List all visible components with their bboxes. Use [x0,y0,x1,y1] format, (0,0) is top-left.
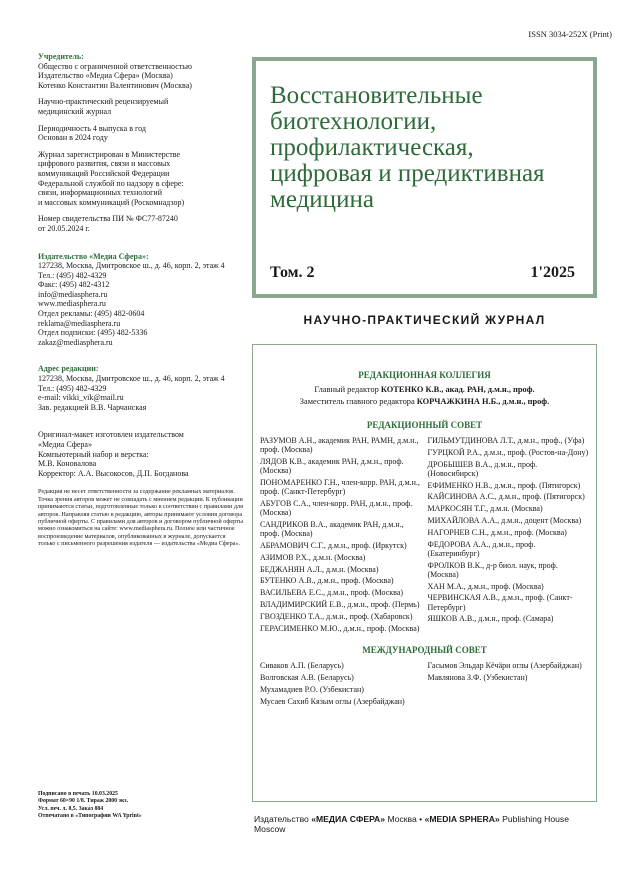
council-member: ВАСИЛЬЕВА Е.С., д.м.н., проф. (Москва) [260,588,404,598]
certificate-line: от 20.05.2024 г. [38,223,90,233]
editorial-head: Зав. редакцией В.В. Чарчанская [38,402,147,412]
title-line: цифровая и предиктивная [270,160,545,187]
council-member: АБРАМОВИЧ С.Г., д.м.н., проф. (Иркутск) [260,541,407,550]
journal-desc-line: медицинский журнал [38,106,112,116]
council-member: НАГОРНЕВ С.Н., д.м.н., проф. (Москва) [427,527,567,537]
editorial-email: e-mail: vikki_vik@mail.ru [38,393,124,403]
disclaimer: Редакция не несет ответственности за содержание рекламных материалов. Точка зрения авторов может не совпадать с мнением редакции. К публикации принимаются статьи, подготовленные только в соответствии с правилами для авторов. Направляя статью в редакцию, авторы принимают условия договора публичной оферты. С правилами для авторов и договором публичной оферты можно ознакомиться на сайте: www.mediasphera.ru. Полное или частичное воспроизведение материалов, опубликованных в журнале, допускается только с письменного разрешения издателя — издательства «Медиа Сфера». [38,488,243,548]
journal-desc-line: Научно-практический рецензируемый [38,97,169,107]
intl-member: Волговская А.В. (Беларусь) [260,673,354,683]
certificate [38,214,243,233]
registration [38,150,243,208]
council-member: ГУРЦКОЙ Р.А., д.м.н., проф. (Ростов-на-Дону) [427,447,589,457]
council-member: ПОНОМАРЕНКО Г.Н., член-корр. РАН, д.м.н., проф. (Санкт-Петербург) [260,478,420,497]
publisher-name-ru: «МЕДИА СФЕРА» [311,814,386,824]
editorial-title: Адрес редакции: [38,364,99,374]
intl-right-column [428,661,590,708]
ads-email: reklama@mediasphera.ru [38,318,121,328]
title-line: профилактическая, [270,134,474,161]
intl-member: Мавлянова З.Ф. (Узбекистан) [427,673,528,683]
deputy-editor-label: Заместитель главного редактора [299,397,415,406]
publisher-block [38,252,243,348]
deputy-editor-line [257,396,592,408]
publisher-fax: Факс: (495) 482-4312 [38,280,110,290]
publisher-address: 127238, Москва, Дмитровское ш., д. 46, корп. 2, этаж 4 [38,261,225,271]
council-member: ДРОБЫШЕВ В.А., д.м.н., проф. (Новосибирск) [427,459,538,478]
publisher-website: www.mediasphera.ru [38,299,106,309]
council-member: САНДРИКОВ В.А., академик РАН, д.м.н., проф. (Москва) [260,520,404,539]
certificate-line: Номер свидетельства ПИ № ФС77-87240 [38,214,178,224]
layout-line: Оригинал-макет изготовлен издательством [38,430,184,440]
council-member: ХАН М.А., д.м.н., проф. (Москва) [427,581,544,591]
journal-desc [38,97,243,116]
issn: ISSN 3034-252X (Print) [528,29,612,39]
council-member: ЕФИМЕНКО Н.В., д.м.н., проф. (Пятигорск) [427,480,581,490]
sidebar-info [38,52,243,548]
council-member: ГЕРАСИМЕНКО М.Ю., д.м.н., проф. (Москва) [260,623,420,633]
council-columns [257,436,592,635]
founder-line: Котенко Константин Валентинович (Москва) [38,80,192,90]
council-right-column [428,436,590,635]
founder-block [38,52,243,90]
volume: Том. 2 [270,264,315,281]
publisher-suffix: Publishing House Moscow [254,814,569,834]
intl-council-title: МЕЖДУНАРОДНЫЙ СОВЕТ [362,645,487,656]
publisher-city-ru: Москва [387,814,417,824]
registration-line: Федеральной службой по надзору в сфере: [38,178,184,188]
intl-member: Гасымов Эльдар Кёчäри оглы (Азербайджан) [427,661,582,671]
council-member: ЯШКОВ А.В., д.м.н., проф. (Самара) [427,614,554,624]
council-member: АЗИМОВ Р.Х., д.м.н. (Москва) [260,552,366,562]
issue: 1'2025 [530,264,575,281]
founder-line: Общество с ограниченной ответственностью [38,61,192,71]
print-line: Усл. печ. л. 8,5. Заказ 884 [38,805,104,812]
layout-line: «Медиа Сфера» [38,440,92,449]
council-member: ЧЕРВИНСКАЯ А.В., д.м.н., проф. (Санкт-Петербург) [427,593,573,612]
council-title: РЕДАКЦИОННЫЙ СОВЕТ [366,420,483,430]
registration-line: Журнал зарегистрирован в Министерстве [38,149,181,159]
editorial-board-box [252,344,597,802]
editorial-address-block [38,364,243,412]
layout-line: Корректор: А.А. Высокосов, Д.П. Богданова [38,468,189,478]
layout-line: М.В. Коновалова [38,459,97,469]
registration-line: цифрового развития, связи и массовых [38,159,171,169]
ads-phone: Отдел рекламы: (495) 482-0604 [38,309,145,319]
council-member: ФРОЛКОВ В.К., д-р биол. наук, проф. (Москва) [427,560,558,579]
deputy-editor-name: КОРЧАЖКИНА Н.Б., д.м.н., проф. [416,397,550,406]
registration-line: связи, информационных технологий [38,188,162,198]
council-member: ГВОЗДЕНКО Т.А., д.м.н., проф. (Хабаровск) [260,611,413,621]
print-info [38,791,208,821]
council-member: КАЙСИНОВА А.С., д.м.н., проф. (Пятигорск) [427,492,585,502]
publisher-title: Издательство «Медиа Сфера»: [38,251,149,261]
council-member: БУТЕНКО А.В., д.м.н., проф. (Москва) [260,576,394,586]
publisher-prefix: Издательство [254,814,309,824]
publisher-name-en: «MEDIA SPHERA» [424,814,500,824]
intl-member: Мухамадиев Р.О. (Узбекистан) [260,684,364,694]
registration-line: коммуникаций Российской Федерации [38,168,170,178]
print-line: Отпечатано в «Типографии WA Yprint» [38,813,142,820]
journal-title [270,83,579,213]
intl-left-column [260,661,422,708]
intl-member: Сиваков А.П. (Беларусь) [260,661,344,671]
council-member: МИХАЙЛОВА А.А., д.м.н., доцент (Москва) [427,515,582,525]
periodicity-line: Периодичность 4 выпуска в год [38,123,146,133]
chief-editor-label: Главный редактор [314,385,379,394]
layout-line: Компьютерный набор и верстка: [38,449,149,459]
publisher-phone: Тел.: (495) 482-4329 [38,270,107,280]
council-member: ФЕДОРОВА А.А., д.м.н., проф. (Екатеринбург) [427,539,536,558]
chief-editor-name: КОТЕНКО К.В., акад. РАН, д.м.н., проф. [380,385,535,394]
council-member: БЕДЖАНЯН А.Л., д.м.н. (Москва) [260,564,379,574]
publisher-email: info@mediasphera.ru [38,289,108,299]
collegium-title: РЕДАКЦИОННАЯ КОЛЛЕГИЯ [358,370,491,380]
editorial-phone: Тел.: (495) 482-4329 [38,383,107,393]
volume-row [270,264,575,282]
subscription-phone: Отдел подписки: (495) 482-5336 [38,328,148,338]
intl-member: Мусаев Сахиб Кязым оглы (Азербайджан) [260,696,405,706]
chief-editor-line [257,384,592,396]
council-member: АБУГОВ С.А., член-корр. РАН, д.м.н., проф. (Москва) [260,499,413,518]
layout-credits [38,430,243,478]
title-line: медицина [270,186,374,213]
periodicity-line: Основан в 2024 году [38,133,108,143]
journal-type: НАУЧНО-ПРАКТИЧЕСКИЙ ЖУРНАЛ [303,313,546,327]
founder-title: Учредитель: [38,52,84,61]
council-member: ВЛАДИМИРСКИЙ Е.В., д.м.н., проф. (Пермь) [260,599,420,609]
cover-title-box [252,57,597,298]
council-member: РАЗУМОВ А.Н., академик РАН, РАМН, д.м.н., проф. (Москва) [260,436,419,455]
title-line: биотехнологии, [270,108,437,135]
council-member: МАРКОСЯН Т.Г., д.м.н. (Москва) [427,504,543,514]
founder-line: Издательство «Медиа Сфера» (Москва) [38,71,173,81]
intl-columns [257,661,592,708]
editorial-address: 127238, Москва, Дмитровское ш., д. 46, корп. 2, этаж 4 [38,374,225,384]
periodicity [38,124,243,143]
council-left-column [260,436,422,635]
council-member: ЛЯДОВ К.В., академик РАН, д.м.н., проф. (Москва) [260,457,404,476]
publisher-line: Издательство «МЕДИА СФЕРА» Москва • «MEDIA SPHERA» Publishing House Moscow [254,814,569,834]
title-line: Восстановительные [270,82,483,109]
print-line: Формат 60×90 1/8. Тираж 2000 экз. [38,798,129,805]
council-member: ГИЛЬМУТДИНОВА Л.Т., д.м.н., проф., (Уфа) [427,436,585,445]
subscription-email: zakaz@mediasphera.ru [38,337,113,347]
registration-line: и массовых коммуникаций (Роскомнадзор) [38,197,185,207]
print-line: Подписано в печать 10.03.2025 [38,791,118,797]
